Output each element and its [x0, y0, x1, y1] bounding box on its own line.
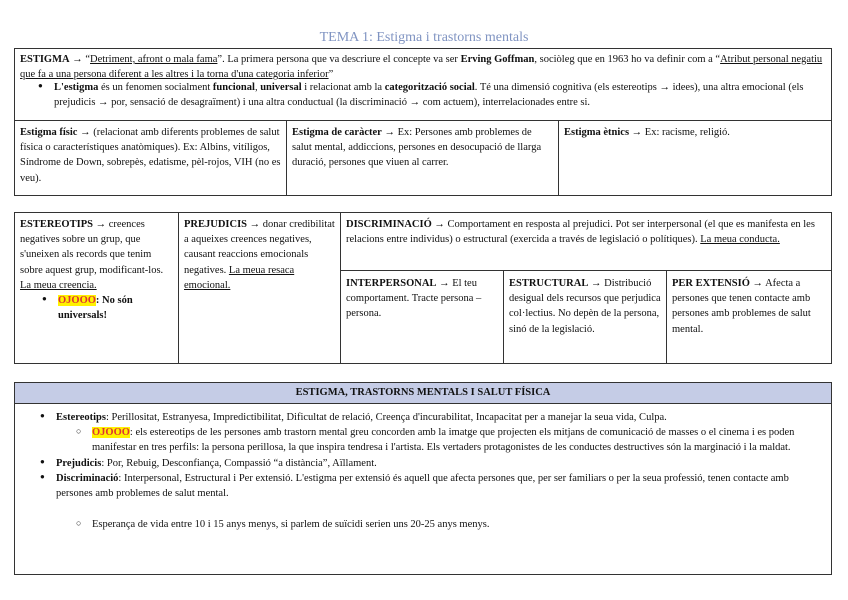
estereotips-underline: La meua creencia.	[20, 279, 97, 291]
caracter-text: → Ex: Persones amb problemes de salut mental, addiccions, persones en desocupació de llarga duració, persones que viuen al carrer.	[292, 127, 542, 169]
bullet-text: . Té una dimensió cognitiva (els estereotips → idees), una altra emocional (els prejudicis → por, sensació de desagraïment) i una altra conductual (la discriminació → com actuem), interrelacionades entre si.	[54, 82, 804, 109]
bullet-text: i relacionat amb la	[301, 82, 385, 93]
stigma-fisic-cell	[16, 123, 286, 188]
list-item	[92, 425, 824, 455]
prej-label: Prejudicis	[56, 457, 102, 469]
discrim-label: DISCRIMINACIÓ	[346, 219, 432, 230]
stigma-caracter-cell	[288, 123, 558, 173]
disc-text: : Interpersonal, Estructural i Per extensió. L'estigma per extensió és aquell que afecta persones que, per ser familiars o per la seua professió, tenen contacte amb persones amb problemes de salut mental.	[56, 472, 789, 500]
atribut-quote: Atribut personal negatiu que fa a una persona diferent a les altres i la torna d'una categoria inferior	[20, 54, 823, 81]
divider	[286, 120, 287, 196]
disc-label: Discriminació	[56, 472, 119, 484]
list-item	[56, 425, 824, 455]
prejudicis-cell	[180, 215, 340, 295]
prejudicis-text: → donar credibilitat a aqueixes creences negatives, causant reaccions emocionals negatives.	[184, 219, 335, 276]
ojooo-text: : No són universals!	[58, 295, 133, 322]
mental-health-bullets	[56, 410, 824, 533]
stigma-etnic-cell	[560, 123, 830, 142]
inter-text: → El teu comportament. Tracte persona – persona.	[346, 278, 482, 320]
esperanca-text: Esperança de vida entre 10 i 15 anys menys, si parlem de suïcidi serien uns 20-25 anys menys.	[92, 519, 490, 531]
extensio-text: → Afecta a persones que tenen contacte amb persones amb problemes de salut mental.	[672, 278, 811, 335]
estigma-bold: L'estigma	[54, 82, 99, 93]
fisic-label: Estigma físic	[20, 127, 78, 138]
divider	[558, 120, 559, 196]
estereotips-label: ESTEREOTIPS	[20, 219, 93, 230]
list-item	[56, 456, 824, 471]
sub-bullets	[56, 425, 824, 455]
divider	[14, 120, 832, 121]
list-item	[92, 517, 824, 532]
interpersonal-cell	[342, 274, 503, 324]
estereotips-cell	[16, 215, 178, 326]
ojooo-highlight: OJOOO	[92, 427, 130, 439]
estructural-cell	[505, 274, 666, 339]
sub-bullets	[56, 517, 824, 532]
divider	[340, 270, 832, 271]
etnic-text: → Ex: racisme, religió.	[629, 127, 730, 138]
ester-text: : Perillositat, Estranyesa, Impredictibilitat, Dificultat de relació, Creença d'incurabilitat, Incapacitat per a manejar la seua vida, Culpa.	[105, 412, 667, 423]
ojooo-highlight: OJOOO	[58, 295, 96, 307]
prejudicis-label: PREJUDICIS	[184, 219, 248, 230]
fisic-text: → (relacionat amb diferents problemes de salut física o característiques anatòmiques). Ex: Albins, vitíligos, Síndrome de Down, sobrepès, edatisme, pèl-rojos, VIH (no es veu).	[20, 127, 281, 184]
prejudicis-underline: La meua resaca emocional.	[184, 264, 295, 291]
extensio-label: PER EXTENSIÓ	[672, 278, 750, 289]
extensio-cell	[668, 274, 830, 339]
universal-bold: universal	[260, 82, 302, 93]
intro-rest: ”. La primera persona que va descriure el concepte va ser	[217, 54, 461, 65]
divider	[666, 270, 667, 364]
caracter-label: Estigma de caràcter	[292, 127, 382, 138]
divider	[178, 212, 179, 364]
estruct-text: → Distribució desigual dels recursos que perjudica col·lectius. No depèn de la persona, sinó de la legislació.	[509, 278, 661, 335]
estruct-label: ESTRUCTURAL	[509, 278, 589, 289]
intro-tail: , sociòleg que en 1963 ho va definir com a “	[534, 54, 721, 65]
categoritzacio-bold: categorització social	[384, 82, 475, 93]
divider	[503, 270, 504, 364]
quote-close: ”	[328, 69, 334, 81]
stigma-label: ESTIGMA	[20, 54, 70, 65]
divider	[340, 212, 341, 364]
estereotips-text: → creences negatives sobre un grup, que s'uneixen als records que tenim sobre aquest grup, modificant-los.	[20, 219, 164, 276]
list-item	[54, 80, 824, 110]
discriminacio-cell	[342, 215, 830, 249]
discrim-text: → Comportament en resposta al prejudici. Pot ser interpersonal (el que es manifesta en les relacions entre individus) o estructural (exercida a través de legislació o polítiques).	[346, 219, 815, 246]
estereotips-bullets	[20, 293, 174, 323]
page-title: TEMA 1: Estigma i trastorns mentals	[319, 30, 529, 45]
prej-text: : Por, Rebuig, Desconfiança, Compassió “a distància”, Aïllament.	[101, 457, 377, 469]
bullet-text: és un fenomen socialment	[98, 82, 213, 93]
funcional-bold: funcional	[212, 82, 255, 93]
list-item	[56, 517, 824, 532]
ester-label: Estereotips	[56, 412, 106, 423]
arrow-text: → “	[69, 54, 91, 65]
goffman-name: Erving Goffman	[460, 54, 535, 65]
discrim-underline: La meua conducta.	[700, 234, 780, 246]
stigma-bullets	[54, 80, 824, 110]
section-heading: ESTIGMA, TRASTORNS MENTALS I SALUT FÍSICA	[14, 382, 832, 404]
inter-label: INTERPERSONAL	[346, 278, 437, 289]
bullet-text: ,	[254, 82, 261, 93]
etnic-label: Estigma ètnics	[564, 127, 630, 138]
list-item	[56, 471, 824, 501]
list-item	[58, 293, 174, 323]
stigma-definition: Detriment, afront o mala fama	[90, 54, 218, 65]
list-item	[56, 410, 824, 425]
ojooo-text: : els estereotips de les persones amb trastorn mental greu concorden amb la imatge que projecten els mitjans de comunicació de masses o el cinema i es poden manifestar en tres perfils: la persona perillosa, la que inspira tendresa i l'artista. Els vertaders protagonistes de les conductes destructives són la marginació i la maldat.	[92, 427, 795, 454]
